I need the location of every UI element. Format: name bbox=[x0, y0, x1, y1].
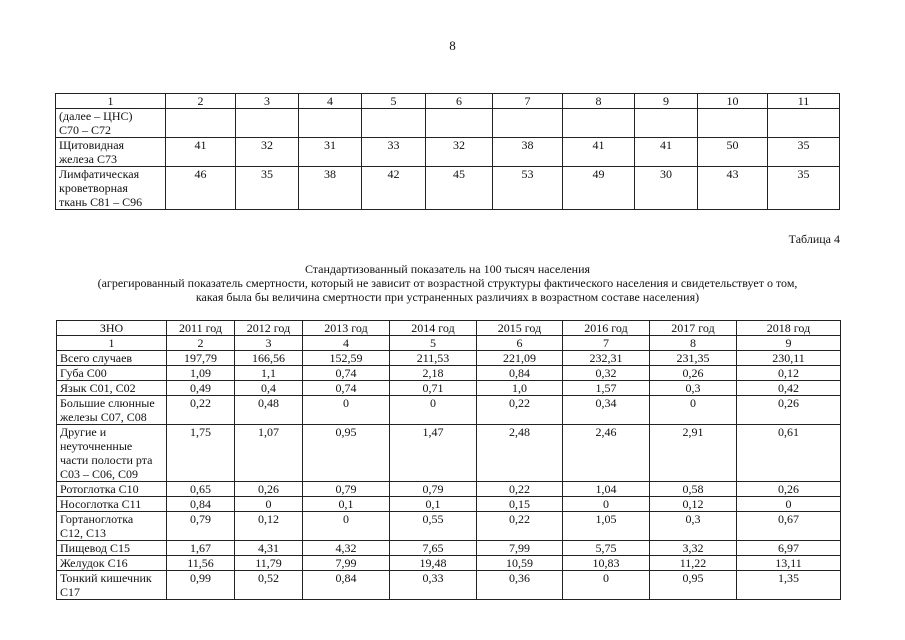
value-cell: 0,22 bbox=[477, 482, 563, 497]
value-cell: 10,59 bbox=[477, 556, 563, 571]
row-label-line: ткань С81 – С96 bbox=[59, 195, 143, 209]
row-label bbox=[57, 556, 167, 571]
table-row bbox=[57, 396, 841, 425]
value-cell: 1,0 bbox=[477, 381, 563, 396]
value-cell: 0,26 bbox=[650, 366, 737, 381]
value-cell: 0,74 bbox=[303, 381, 390, 396]
table-row bbox=[57, 482, 841, 497]
row-label bbox=[56, 167, 166, 210]
value-cell: 4,31 bbox=[235, 541, 303, 556]
row-label-line: Губа С00 bbox=[60, 366, 107, 380]
value-cell: 41 bbox=[166, 138, 236, 167]
standardized-mortality-table bbox=[56, 320, 841, 600]
column-header: 2017 год bbox=[650, 321, 737, 336]
value-cell: 0,12 bbox=[235, 512, 303, 541]
value-cell: 46 bbox=[166, 167, 236, 210]
value-cell: 0,32 bbox=[563, 366, 650, 381]
table-row bbox=[56, 109, 840, 138]
row-label-line: Тонкий кишечник bbox=[60, 571, 152, 585]
table-row bbox=[57, 425, 841, 482]
table-row bbox=[57, 366, 841, 381]
row-label bbox=[56, 109, 166, 138]
value-cell: 0,52 bbox=[235, 571, 303, 600]
value-cell: 0 bbox=[303, 396, 390, 425]
value-cell: 0,1 bbox=[390, 497, 477, 512]
value-cell: 35 bbox=[236, 167, 299, 210]
column-number: 8 bbox=[650, 336, 737, 351]
value-cell: 0,33 bbox=[390, 571, 477, 600]
value-cell: 0,3 bbox=[650, 512, 737, 541]
row-label bbox=[57, 381, 167, 396]
column-number: 7 bbox=[563, 336, 650, 351]
value-cell: 2,91 bbox=[650, 425, 737, 482]
value-cell: 0,48 bbox=[235, 396, 303, 425]
row-label-line: Гортаноглотка bbox=[60, 512, 134, 526]
column-header: ЗНО bbox=[57, 321, 167, 336]
value-cell bbox=[768, 109, 840, 138]
row-label bbox=[57, 541, 167, 556]
row-label-line: С03 – С06, С09 bbox=[60, 467, 139, 481]
value-cell: 197,79 bbox=[167, 351, 235, 366]
row-label-line: Ротоглотка С10 bbox=[60, 482, 139, 496]
row-label-line: С12, С13 bbox=[60, 526, 107, 540]
value-cell: 7,99 bbox=[477, 541, 563, 556]
value-cell: 230,11 bbox=[737, 351, 841, 366]
value-cell: 41 bbox=[563, 138, 635, 167]
row-label bbox=[56, 138, 166, 167]
value-cell: 0 bbox=[235, 497, 303, 512]
column-number: 7 bbox=[493, 94, 563, 109]
row-label-line: Всего случаев bbox=[60, 351, 133, 365]
value-cell: 13,11 bbox=[737, 556, 841, 571]
table-row bbox=[57, 571, 841, 600]
column-number: 1 bbox=[57, 336, 167, 351]
column-header: 2016 год bbox=[563, 321, 650, 336]
value-cell: 50 bbox=[698, 138, 768, 167]
row-label-line: Щитовидная bbox=[59, 138, 125, 152]
value-cell bbox=[362, 109, 426, 138]
title-line: (агрегированный показатель смертности, который не зависит от возрастной структуры фактического населения и свидетельствует о том, bbox=[97, 276, 798, 290]
value-cell: 0,84 bbox=[167, 497, 235, 512]
table-row bbox=[57, 541, 841, 556]
value-cell: 4,32 bbox=[303, 541, 390, 556]
value-cell: 0,99 bbox=[167, 571, 235, 600]
value-cell: 0,12 bbox=[737, 366, 841, 381]
value-cell: 0,61 bbox=[737, 425, 841, 482]
column-header: 2018 год bbox=[737, 321, 841, 336]
column-number: 9 bbox=[635, 94, 698, 109]
column-number: 4 bbox=[303, 336, 390, 351]
value-cell: 1,75 bbox=[167, 425, 235, 482]
value-cell: 41 bbox=[635, 138, 698, 167]
table-row bbox=[56, 138, 840, 167]
value-cell: 232,31 bbox=[563, 351, 650, 366]
value-cell: 5,75 bbox=[563, 541, 650, 556]
table-row bbox=[57, 512, 841, 541]
value-cell: 53 bbox=[493, 167, 563, 210]
page-number: 8 bbox=[449, 38, 456, 53]
number-row bbox=[57, 336, 841, 351]
row-label-line: железа С73 bbox=[59, 152, 117, 166]
value-cell: 1,35 bbox=[737, 571, 841, 600]
row-label-line: С17 bbox=[60, 585, 81, 599]
column-number: 5 bbox=[362, 94, 426, 109]
value-cell: 0,65 bbox=[167, 482, 235, 497]
value-cell: 1,1 bbox=[235, 366, 303, 381]
column-number: 1 bbox=[56, 94, 166, 109]
value-cell bbox=[698, 109, 768, 138]
row-label bbox=[57, 497, 167, 512]
value-cell: 0,26 bbox=[737, 482, 841, 497]
value-cell: 45 bbox=[426, 167, 493, 210]
column-header: 2015 год bbox=[477, 321, 563, 336]
value-cell: 0,26 bbox=[737, 396, 841, 425]
value-cell: 0,79 bbox=[303, 482, 390, 497]
value-cell: 1,09 bbox=[167, 366, 235, 381]
value-cell: 42 bbox=[362, 167, 426, 210]
table-caption: Таблица 4 bbox=[788, 232, 840, 246]
value-cell: 1,67 bbox=[167, 541, 235, 556]
table-title bbox=[55, 262, 840, 304]
row-label-line: Другие и bbox=[60, 425, 107, 439]
value-cell: 0,22 bbox=[477, 512, 563, 541]
column-number: 8 bbox=[563, 94, 635, 109]
row-label-line: (далее – ЦНС) bbox=[59, 109, 133, 123]
value-cell: 38 bbox=[299, 167, 362, 210]
value-cell: 2,18 bbox=[390, 366, 477, 381]
value-cell bbox=[635, 109, 698, 138]
value-cell: 0,95 bbox=[650, 571, 737, 600]
column-number: 10 bbox=[698, 94, 768, 109]
value-cell: 3,32 bbox=[650, 541, 737, 556]
column-number: 4 bbox=[299, 94, 362, 109]
value-cell: 0,26 bbox=[235, 482, 303, 497]
value-cell: 0,15 bbox=[477, 497, 563, 512]
value-cell: 0,22 bbox=[167, 396, 235, 425]
column-number: 6 bbox=[426, 94, 493, 109]
table-row bbox=[57, 351, 841, 366]
row-label-line: части полости рта bbox=[60, 453, 153, 467]
table-row bbox=[57, 497, 841, 512]
row-label-line: Большие слюнные bbox=[60, 396, 155, 410]
row-label bbox=[57, 366, 167, 381]
row-label bbox=[57, 571, 167, 600]
value-cell: 43 bbox=[698, 167, 768, 210]
value-cell: 221,09 bbox=[477, 351, 563, 366]
value-cell: 10,83 bbox=[563, 556, 650, 571]
column-number: 5 bbox=[390, 336, 477, 351]
value-cell: 0,67 bbox=[737, 512, 841, 541]
row-label bbox=[57, 396, 167, 425]
header-row bbox=[57, 321, 841, 336]
value-cell: 0,22 bbox=[477, 396, 563, 425]
value-cell: 0 bbox=[737, 497, 841, 512]
value-cell: 166,56 bbox=[235, 351, 303, 366]
value-cell bbox=[236, 109, 299, 138]
column-number: 3 bbox=[236, 94, 299, 109]
column-header: 2012 год bbox=[235, 321, 303, 336]
value-cell bbox=[493, 109, 563, 138]
value-cell: 0,42 bbox=[737, 381, 841, 396]
value-cell: 38 bbox=[493, 138, 563, 167]
column-header: 2013 год bbox=[303, 321, 390, 336]
value-cell: 2,48 bbox=[477, 425, 563, 482]
value-cell: 0,49 bbox=[167, 381, 235, 396]
row-label bbox=[57, 482, 167, 497]
value-cell: 1,05 bbox=[563, 512, 650, 541]
value-cell: 0,74 bbox=[303, 366, 390, 381]
title-line: какая была бы величина смертности при устраненных различиях в возрастном составе населения) bbox=[195, 290, 700, 304]
row-label-line: неуточненные bbox=[60, 439, 133, 453]
row-label-line: Лимфатическая bbox=[59, 167, 140, 181]
row-label-line: Желудок С16 bbox=[60, 556, 128, 570]
value-cell: 11,79 bbox=[235, 556, 303, 571]
value-cell: 0,79 bbox=[167, 512, 235, 541]
value-cell: 35 bbox=[768, 138, 840, 167]
value-cell: 231,35 bbox=[650, 351, 737, 366]
row-label-line: кроветворная bbox=[59, 181, 128, 195]
value-cell: 0,84 bbox=[477, 366, 563, 381]
value-cell: 1,07 bbox=[235, 425, 303, 482]
value-cell bbox=[426, 109, 493, 138]
value-cell: 11,56 bbox=[167, 556, 235, 571]
value-cell: 0 bbox=[563, 497, 650, 512]
row-label-line: Пищевод С15 bbox=[60, 541, 131, 555]
value-cell: 0,36 bbox=[477, 571, 563, 600]
column-number: 2 bbox=[167, 336, 235, 351]
value-cell: 19,48 bbox=[390, 556, 477, 571]
column-number: 11 bbox=[768, 94, 840, 109]
value-cell: 7,65 bbox=[390, 541, 477, 556]
value-cell: 0 bbox=[650, 396, 737, 425]
value-cell: 1,04 bbox=[563, 482, 650, 497]
value-cell: 0,95 bbox=[303, 425, 390, 482]
value-cell: 35 bbox=[768, 167, 840, 210]
title-line: Стандартизованный показатель на 100 тысяч населения bbox=[304, 262, 591, 276]
mortality-table-continued bbox=[55, 93, 840, 210]
value-cell: 0,71 bbox=[390, 381, 477, 396]
value-cell: 0,58 bbox=[650, 482, 737, 497]
value-cell: 31 bbox=[299, 138, 362, 167]
header-row bbox=[56, 94, 840, 109]
value-cell: 6,97 bbox=[737, 541, 841, 556]
value-cell: 30 bbox=[635, 167, 698, 210]
column-number: 9 bbox=[737, 336, 841, 351]
value-cell: 0,1 bbox=[303, 497, 390, 512]
value-cell: 1,47 bbox=[390, 425, 477, 482]
column-number: 6 bbox=[477, 336, 563, 351]
value-cell: 7,99 bbox=[303, 556, 390, 571]
row-label bbox=[57, 425, 167, 482]
value-cell bbox=[563, 109, 635, 138]
column-number: 3 bbox=[235, 336, 303, 351]
column-number: 2 bbox=[166, 94, 236, 109]
table-row bbox=[57, 381, 841, 396]
value-cell: 11,22 bbox=[650, 556, 737, 571]
value-cell: 0,4 bbox=[235, 381, 303, 396]
value-cell: 0,79 bbox=[390, 482, 477, 497]
value-cell bbox=[166, 109, 236, 138]
value-cell: 0,3 bbox=[650, 381, 737, 396]
value-cell: 33 bbox=[362, 138, 426, 167]
value-cell: 0 bbox=[563, 571, 650, 600]
value-cell: 0 bbox=[390, 396, 477, 425]
value-cell: 2,46 bbox=[563, 425, 650, 482]
value-cell bbox=[299, 109, 362, 138]
value-cell: 0 bbox=[303, 512, 390, 541]
value-cell: 0,34 bbox=[563, 396, 650, 425]
row-label-line: С70 – С72 bbox=[59, 123, 112, 137]
value-cell: 0,12 bbox=[650, 497, 737, 512]
row-label bbox=[57, 351, 167, 366]
row-label-line: Носоглотка С11 bbox=[60, 497, 142, 511]
value-cell: 152,59 bbox=[303, 351, 390, 366]
value-cell: 1,57 bbox=[563, 381, 650, 396]
value-cell: 32 bbox=[236, 138, 299, 167]
column-header: 2014 год bbox=[390, 321, 477, 336]
value-cell: 32 bbox=[426, 138, 493, 167]
table-row bbox=[57, 556, 841, 571]
value-cell: 0,55 bbox=[390, 512, 477, 541]
row-label bbox=[57, 512, 167, 541]
value-cell: 211,53 bbox=[390, 351, 477, 366]
row-label-line: Язык С01, С02 bbox=[60, 381, 136, 395]
row-label-line: железы С07, С08 bbox=[60, 410, 147, 424]
column-header: 2011 год bbox=[167, 321, 235, 336]
table-row bbox=[56, 167, 840, 210]
value-cell: 0,84 bbox=[303, 571, 390, 600]
value-cell: 49 bbox=[563, 167, 635, 210]
